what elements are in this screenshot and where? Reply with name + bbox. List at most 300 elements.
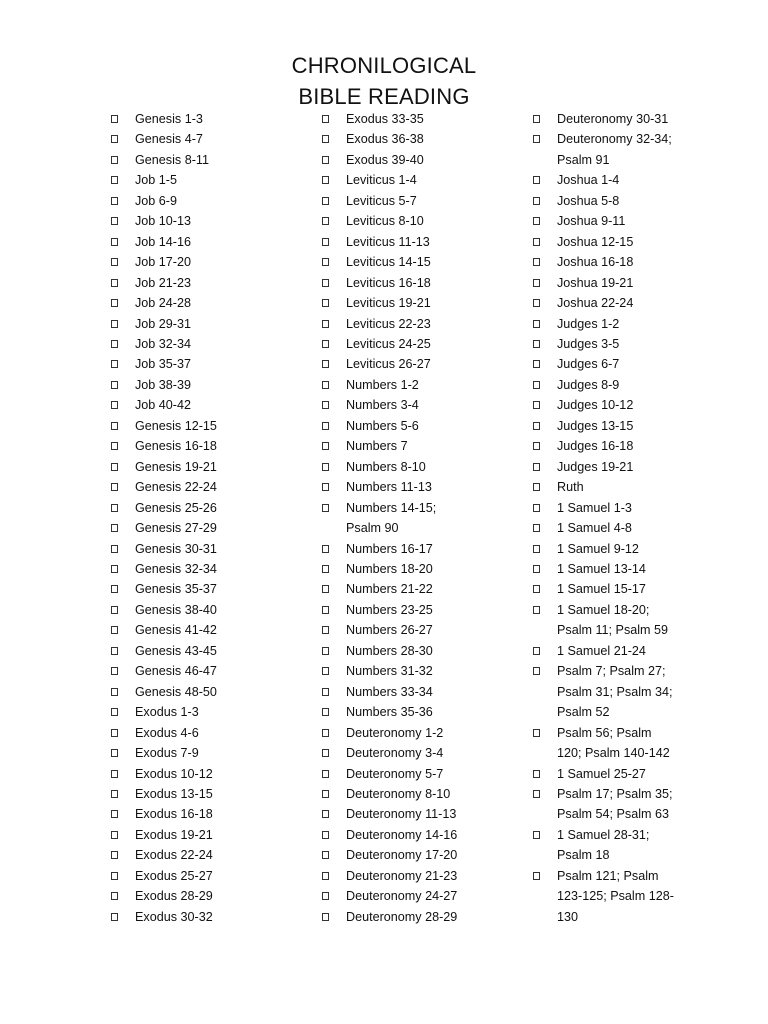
reading-item bbox=[530, 600, 730, 641]
checkbox-icon[interactable] bbox=[111, 626, 118, 634]
reading-item bbox=[530, 477, 730, 497]
reading-item-label: 1 Samuel 15-17 bbox=[557, 582, 646, 597]
reading-item bbox=[530, 170, 730, 190]
reading-item bbox=[108, 682, 308, 702]
reading-item-label: Job 17-20 bbox=[135, 255, 192, 270]
reading-item bbox=[319, 232, 519, 252]
reading-item-label: Judges 3-5 bbox=[557, 336, 620, 351]
reading-item-label: Joshua 22-24 bbox=[557, 296, 634, 311]
reading-item bbox=[319, 702, 519, 722]
checkbox-icon[interactable] bbox=[111, 872, 118, 880]
reading-item-label: Exodus 13-15 bbox=[135, 786, 213, 801]
reading-item bbox=[530, 784, 730, 825]
checkbox-icon[interactable] bbox=[111, 156, 118, 164]
reading-item bbox=[319, 641, 519, 661]
reading-item bbox=[108, 600, 308, 620]
reading-item-label: Psalm 7; Psalm 27; Psalm 31; Psalm 34; Psalm 52 bbox=[557, 664, 673, 720]
checkbox-icon[interactable] bbox=[111, 851, 118, 859]
checkbox-icon[interactable] bbox=[111, 135, 118, 143]
reading-item-label: Leviticus 1-4 bbox=[346, 173, 417, 188]
reading-item-label: Exodus 36-38 bbox=[346, 132, 424, 147]
reading-item bbox=[108, 375, 308, 395]
reading-item bbox=[108, 825, 308, 845]
checkbox-icon[interactable] bbox=[111, 360, 118, 368]
reading-item-label: Exodus 39-40 bbox=[346, 152, 424, 167]
checkbox-icon[interactable] bbox=[322, 565, 329, 573]
checkbox-icon[interactable] bbox=[111, 299, 118, 307]
checkbox-icon[interactable] bbox=[533, 524, 540, 532]
reading-item-label: Numbers 23-25 bbox=[346, 602, 433, 617]
checkbox-icon[interactable] bbox=[533, 647, 540, 655]
reading-item-label: Exodus 7-9 bbox=[135, 746, 199, 761]
checkbox-icon[interactable] bbox=[533, 115, 540, 123]
reading-item-label: Genesis 35-37 bbox=[135, 582, 217, 597]
reading-item-label: Exodus 1-3 bbox=[135, 705, 199, 720]
checkbox-icon[interactable] bbox=[322, 279, 329, 287]
checkbox-icon[interactable] bbox=[111, 913, 118, 921]
reading-item bbox=[530, 416, 730, 436]
reading-item-label: 1 Samuel 13-14 bbox=[557, 561, 646, 576]
reading-item bbox=[108, 252, 308, 272]
reading-item bbox=[530, 641, 730, 661]
reading-item-label: Numbers 5-6 bbox=[346, 418, 419, 433]
checkbox-icon[interactable] bbox=[111, 258, 118, 266]
reading-item-label: Job 1-5 bbox=[135, 173, 178, 188]
reading-item-label: Numbers 35-36 bbox=[346, 705, 433, 720]
reading-item bbox=[319, 620, 519, 640]
reading-item-label: Genesis 25-26 bbox=[135, 500, 217, 515]
reading-item bbox=[108, 211, 308, 231]
reading-item-label: Judges 19-21 bbox=[557, 459, 634, 474]
reading-item bbox=[319, 559, 519, 579]
checkbox-icon[interactable] bbox=[322, 585, 329, 593]
checkbox-icon[interactable] bbox=[322, 258, 329, 266]
reading-item-label: Deuteronomy 8-10 bbox=[346, 786, 451, 801]
checkbox-icon[interactable] bbox=[111, 483, 118, 491]
reading-item bbox=[108, 641, 308, 661]
reading-item-label: Judges 6-7 bbox=[557, 357, 620, 372]
reading-item bbox=[319, 743, 519, 763]
checkbox-icon[interactable] bbox=[533, 667, 540, 675]
reading-item bbox=[108, 436, 308, 456]
checkbox-icon[interactable] bbox=[533, 565, 540, 573]
reading-item-label: Genesis 30-31 bbox=[135, 541, 217, 556]
checkbox-icon[interactable] bbox=[111, 647, 118, 655]
reading-item-label: Numbers 14-15; Psalm 90 bbox=[346, 500, 437, 536]
checkbox-icon[interactable] bbox=[322, 115, 329, 123]
reading-item-label: Job 38-39 bbox=[135, 377, 192, 392]
reading-item-label: Leviticus 11-13 bbox=[346, 234, 430, 249]
reading-item-label: Joshua 16-18 bbox=[557, 255, 634, 270]
reading-item-label: Judges 13-15 bbox=[557, 418, 634, 433]
reading-item bbox=[530, 395, 730, 415]
checkbox-icon[interactable] bbox=[111, 381, 118, 389]
title-line-2: BIBLE READING bbox=[298, 84, 470, 109]
checkbox-icon[interactable] bbox=[533, 320, 540, 328]
checkbox-icon[interactable] bbox=[111, 238, 118, 246]
reading-item bbox=[108, 293, 308, 313]
checkbox-icon[interactable] bbox=[111, 279, 118, 287]
reading-item-label: Job 21-23 bbox=[135, 275, 192, 290]
checkbox-icon[interactable] bbox=[111, 831, 118, 839]
reading-item bbox=[108, 579, 308, 599]
checkbox-icon[interactable] bbox=[322, 340, 329, 348]
checkbox-icon[interactable] bbox=[322, 851, 329, 859]
checkbox-icon[interactable] bbox=[111, 320, 118, 328]
reading-item bbox=[530, 518, 730, 538]
checkbox-icon[interactable] bbox=[533, 729, 540, 737]
checkbox-icon[interactable] bbox=[111, 463, 118, 471]
reading-item bbox=[108, 518, 308, 538]
reading-item bbox=[319, 784, 519, 804]
reading-item-label: Leviticus 5-7 bbox=[346, 193, 417, 208]
checkbox-icon[interactable] bbox=[111, 749, 118, 757]
checkbox-icon[interactable] bbox=[322, 790, 329, 798]
reading-item bbox=[530, 109, 730, 129]
checkbox-icon[interactable] bbox=[322, 156, 329, 164]
checkbox-icon[interactable] bbox=[111, 197, 118, 205]
reading-item-label: Exodus 16-18 bbox=[135, 807, 213, 822]
reading-item bbox=[319, 436, 519, 456]
reading-item bbox=[108, 457, 308, 477]
reading-item-label: Leviticus 26-27 bbox=[346, 357, 431, 372]
reading-item-label: Judges 10-12 bbox=[557, 398, 634, 413]
checkbox-icon[interactable] bbox=[111, 729, 118, 737]
reading-item bbox=[108, 109, 308, 129]
reading-item-label: Numbers 16-17 bbox=[346, 541, 433, 556]
reading-item bbox=[319, 498, 519, 539]
checkbox-icon[interactable] bbox=[533, 299, 540, 307]
reading-item bbox=[108, 273, 308, 293]
reading-item bbox=[530, 314, 730, 334]
reading-item-label: Exodus 22-24 bbox=[135, 848, 213, 863]
reading-item-label: Joshua 9-11 bbox=[557, 214, 626, 229]
checkbox-icon[interactable] bbox=[533, 176, 540, 184]
reading-item bbox=[319, 600, 519, 620]
checkbox-icon[interactable] bbox=[111, 545, 118, 553]
reading-item bbox=[108, 395, 308, 415]
reading-item-label: Exodus 19-21 bbox=[135, 827, 213, 842]
checkbox-icon[interactable] bbox=[111, 770, 118, 778]
reading-item-label: 1 Samuel 28-31; Psalm 18 bbox=[557, 827, 650, 863]
reading-item-label: Genesis 41-42 bbox=[135, 623, 217, 638]
checkbox-icon[interactable] bbox=[322, 729, 329, 737]
reading-item bbox=[319, 191, 519, 211]
reading-item bbox=[319, 252, 519, 272]
reading-item-label: Genesis 38-40 bbox=[135, 602, 217, 617]
checkbox-icon[interactable] bbox=[111, 810, 118, 818]
reading-item-label: Deuteronomy 21-23 bbox=[346, 868, 458, 883]
reading-item bbox=[319, 150, 519, 170]
reading-item-label: 1 Samuel 1-3 bbox=[557, 500, 632, 515]
reading-item bbox=[108, 907, 308, 927]
checkbox-icon[interactable] bbox=[111, 340, 118, 348]
reading-item bbox=[108, 539, 308, 559]
checkbox-icon[interactable] bbox=[111, 667, 118, 675]
checkbox-icon[interactable] bbox=[533, 422, 540, 430]
reading-item-label: Numbers 33-34 bbox=[346, 684, 433, 699]
reading-item-label: Deuteronomy 32-34; Psalm 91 bbox=[557, 132, 672, 167]
reading-item bbox=[108, 784, 308, 804]
reading-item-label: Genesis 48-50 bbox=[135, 684, 217, 699]
reading-item-label: Joshua 19-21 bbox=[557, 275, 634, 290]
checkbox-icon[interactable] bbox=[322, 401, 329, 409]
reading-item-label: Job 24-28 bbox=[135, 296, 192, 311]
reading-item bbox=[108, 886, 308, 906]
checkbox-icon[interactable] bbox=[322, 913, 329, 921]
reading-item-label: Judges 8-9 bbox=[557, 377, 620, 392]
checkbox-icon[interactable] bbox=[533, 585, 540, 593]
reading-item bbox=[319, 314, 519, 334]
reading-item bbox=[108, 723, 308, 743]
checkbox-icon[interactable] bbox=[322, 197, 329, 205]
reading-item bbox=[530, 375, 730, 395]
reading-item-label: Exodus 28-29 bbox=[135, 889, 213, 904]
reading-item-label: Genesis 16-18 bbox=[135, 439, 217, 454]
checkbox-icon[interactable] bbox=[322, 504, 329, 512]
reading-item-label: Job 35-37 bbox=[135, 357, 192, 372]
checkbox-icon[interactable] bbox=[533, 217, 540, 225]
reading-item bbox=[530, 723, 730, 764]
reading-item-label: Job 14-16 bbox=[135, 234, 192, 249]
reading-item-label: Genesis 19-21 bbox=[135, 459, 217, 474]
reading-item-label: Deuteronomy 17-20 bbox=[346, 848, 458, 863]
reading-item-label: Numbers 31-32 bbox=[346, 664, 433, 679]
reading-item-label: Genesis 27-29 bbox=[135, 521, 217, 536]
checkbox-icon[interactable] bbox=[533, 463, 540, 471]
checkbox-icon[interactable] bbox=[111, 606, 118, 614]
checkbox-icon[interactable] bbox=[322, 647, 329, 655]
reading-column-3 bbox=[530, 109, 730, 927]
checkbox-icon[interactable] bbox=[322, 217, 329, 225]
reading-item-label: Genesis 4-7 bbox=[135, 132, 203, 147]
checkbox-icon[interactable] bbox=[111, 217, 118, 225]
checkbox-icon[interactable] bbox=[533, 831, 540, 839]
checkbox-icon[interactable] bbox=[322, 360, 329, 368]
reading-column-2 bbox=[319, 109, 519, 927]
reading-item bbox=[530, 661, 730, 722]
reading-item bbox=[319, 129, 519, 149]
reading-item bbox=[108, 150, 308, 170]
checkbox-icon[interactable] bbox=[322, 299, 329, 307]
checkbox-icon[interactable] bbox=[533, 606, 540, 614]
reading-item bbox=[108, 170, 308, 190]
reading-item bbox=[108, 354, 308, 374]
checkbox-icon[interactable] bbox=[533, 770, 540, 778]
checkbox-icon[interactable] bbox=[533, 381, 540, 389]
reading-item-label: Deuteronomy 24-27 bbox=[346, 889, 458, 904]
checkbox-icon[interactable] bbox=[322, 892, 329, 900]
reading-item-label: Exodus 25-27 bbox=[135, 868, 213, 883]
checkbox-icon[interactable] bbox=[322, 606, 329, 614]
reading-item bbox=[319, 764, 519, 784]
checkbox-icon[interactable] bbox=[533, 258, 540, 266]
checkbox-icon[interactable] bbox=[111, 790, 118, 798]
reading-item bbox=[530, 866, 730, 927]
reading-item bbox=[319, 395, 519, 415]
checkbox-icon[interactable] bbox=[533, 483, 540, 491]
reading-item bbox=[108, 334, 308, 354]
title-line-1: CHRONILOGICAL bbox=[291, 53, 477, 78]
reading-item bbox=[319, 682, 519, 702]
checkbox-icon[interactable] bbox=[322, 381, 329, 389]
reading-column-1 bbox=[108, 109, 308, 927]
reading-item bbox=[319, 416, 519, 436]
reading-item bbox=[319, 661, 519, 681]
reading-item bbox=[530, 436, 730, 456]
reading-item-label: Genesis 46-47 bbox=[135, 664, 217, 679]
page-title bbox=[0, 50, 768, 112]
reading-item bbox=[319, 170, 519, 190]
checkbox-icon[interactable] bbox=[533, 279, 540, 287]
reading-item bbox=[108, 866, 308, 886]
checkbox-icon[interactable] bbox=[533, 360, 540, 368]
reading-item bbox=[319, 886, 519, 906]
checkbox-icon[interactable] bbox=[533, 442, 540, 450]
reading-item bbox=[108, 477, 308, 497]
reading-item-label: Psalm 56; Psalm 120; Psalm 140-142 bbox=[557, 725, 670, 761]
checkbox-icon[interactable] bbox=[322, 463, 329, 471]
checkbox-icon[interactable] bbox=[533, 340, 540, 348]
reading-item bbox=[319, 273, 519, 293]
checkbox-icon[interactable] bbox=[322, 688, 329, 696]
checkbox-icon[interactable] bbox=[111, 892, 118, 900]
checkbox-icon[interactable] bbox=[322, 626, 329, 634]
checkbox-icon[interactable] bbox=[322, 708, 329, 716]
reading-item bbox=[530, 191, 730, 211]
reading-item-label: Exodus 10-12 bbox=[135, 766, 213, 781]
reading-item-label: 1 Samuel 4-8 bbox=[557, 521, 632, 536]
reading-item bbox=[108, 661, 308, 681]
reading-item-label: 1 Samuel 9-12 bbox=[557, 541, 639, 556]
checkbox-icon[interactable] bbox=[111, 585, 118, 593]
reading-item bbox=[319, 211, 519, 231]
reading-item-label: Job 6-9 bbox=[135, 193, 178, 208]
checkbox-icon[interactable] bbox=[111, 565, 118, 573]
reading-item-label: Joshua 5-8 bbox=[557, 193, 620, 208]
checkbox-icon[interactable] bbox=[533, 135, 540, 143]
reading-item bbox=[530, 232, 730, 252]
reading-item-label: Job 29-31 bbox=[135, 316, 192, 331]
reading-item-label: Joshua 1-4 bbox=[557, 173, 620, 188]
reading-item bbox=[530, 354, 730, 374]
checkbox-icon[interactable] bbox=[111, 708, 118, 716]
checkbox-icon[interactable] bbox=[322, 770, 329, 778]
checkbox-icon[interactable] bbox=[322, 422, 329, 430]
reading-item-label: Psalm 121; Psalm 123-125; Psalm 128- 130 bbox=[557, 868, 674, 924]
reading-item-label: Deuteronomy 1-2 bbox=[346, 725, 444, 740]
reading-item-label: Deuteronomy 28-29 bbox=[346, 909, 458, 924]
reading-item bbox=[319, 723, 519, 743]
reading-item-label: Exodus 30-32 bbox=[135, 909, 213, 924]
reading-item-label: 1 Samuel 21-24 bbox=[557, 643, 646, 658]
checkbox-icon[interactable] bbox=[533, 197, 540, 205]
checkbox-icon[interactable] bbox=[322, 442, 329, 450]
reading-item-label: Numbers 28-30 bbox=[346, 643, 433, 658]
checkbox-icon[interactable] bbox=[322, 872, 329, 880]
checkbox-icon[interactable] bbox=[111, 401, 118, 409]
reading-item bbox=[108, 314, 308, 334]
checkbox-icon[interactable] bbox=[322, 749, 329, 757]
reading-item-label: Leviticus 24-25 bbox=[346, 336, 431, 351]
checkbox-icon[interactable] bbox=[111, 176, 118, 184]
checkbox-icon[interactable] bbox=[322, 831, 329, 839]
reading-item-label: Judges 1-2 bbox=[557, 316, 620, 331]
reading-item bbox=[319, 109, 519, 129]
reading-item bbox=[319, 375, 519, 395]
reading-item-label: Deuteronomy 30-31 bbox=[557, 112, 669, 126]
reading-item-label: Psalm 17; Psalm 35; Psalm 54; Psalm 63 bbox=[557, 786, 673, 822]
reading-item bbox=[319, 293, 519, 313]
reading-item bbox=[319, 457, 519, 477]
checkbox-icon[interactable] bbox=[322, 810, 329, 818]
checkbox-icon[interactable] bbox=[111, 115, 118, 123]
reading-item bbox=[108, 191, 308, 211]
reading-item bbox=[530, 498, 730, 518]
checkbox-icon[interactable] bbox=[533, 238, 540, 246]
checkbox-icon[interactable] bbox=[533, 401, 540, 409]
reading-item-label: Numbers 11-13 bbox=[346, 480, 432, 495]
reading-item-label: 1 Samuel 25-27 bbox=[557, 766, 646, 781]
checkbox-icon[interactable] bbox=[322, 135, 329, 143]
checkbox-icon[interactable] bbox=[322, 320, 329, 328]
checkbox-icon[interactable] bbox=[322, 238, 329, 246]
reading-item-label: Ruth bbox=[557, 480, 584, 495]
checkbox-icon[interactable] bbox=[111, 442, 118, 450]
checkbox-icon[interactable] bbox=[322, 545, 329, 553]
reading-item bbox=[108, 232, 308, 252]
reading-item-label: Leviticus 16-18 bbox=[346, 275, 431, 290]
reading-item bbox=[108, 845, 308, 865]
reading-item bbox=[319, 334, 519, 354]
reading-item-label: Numbers 21-22 bbox=[346, 582, 433, 597]
checkbox-icon[interactable] bbox=[111, 524, 118, 532]
reading-item bbox=[530, 559, 730, 579]
reading-item-label: Genesis 32-34 bbox=[135, 561, 217, 576]
reading-item-label: Deuteronomy 11-13 bbox=[346, 807, 457, 822]
reading-item-label: Leviticus 14-15 bbox=[346, 255, 431, 270]
reading-item-label: Leviticus 8-10 bbox=[346, 214, 424, 229]
reading-item-label: Numbers 3-4 bbox=[346, 398, 419, 413]
checkbox-icon[interactable] bbox=[533, 790, 540, 798]
reading-item-label: Genesis 8-11 bbox=[135, 152, 209, 167]
reading-item bbox=[530, 129, 730, 170]
checkbox-icon[interactable] bbox=[533, 872, 540, 880]
reading-item bbox=[319, 845, 519, 865]
checkbox-icon[interactable] bbox=[322, 483, 329, 491]
checkbox-icon[interactable] bbox=[111, 688, 118, 696]
reading-item bbox=[319, 804, 519, 824]
checkbox-icon[interactable] bbox=[322, 176, 329, 184]
reading-item bbox=[530, 252, 730, 272]
reading-item-label: Leviticus 22-23 bbox=[346, 316, 431, 331]
checkbox-icon[interactable] bbox=[111, 504, 118, 512]
reading-item bbox=[108, 702, 308, 722]
checkbox-icon[interactable] bbox=[533, 545, 540, 553]
checkbox-icon[interactable] bbox=[111, 422, 118, 430]
reading-item bbox=[530, 457, 730, 477]
reading-item-label: Joshua 12-15 bbox=[557, 234, 634, 249]
reading-item bbox=[530, 334, 730, 354]
reading-item bbox=[108, 498, 308, 518]
reading-item bbox=[530, 273, 730, 293]
reading-item-label: Numbers 18-20 bbox=[346, 561, 433, 576]
reading-item bbox=[108, 743, 308, 763]
reading-item-label: Genesis 22-24 bbox=[135, 480, 217, 495]
checkbox-icon[interactable] bbox=[533, 504, 540, 512]
reading-item bbox=[108, 559, 308, 579]
checkbox-icon[interactable] bbox=[322, 667, 329, 675]
